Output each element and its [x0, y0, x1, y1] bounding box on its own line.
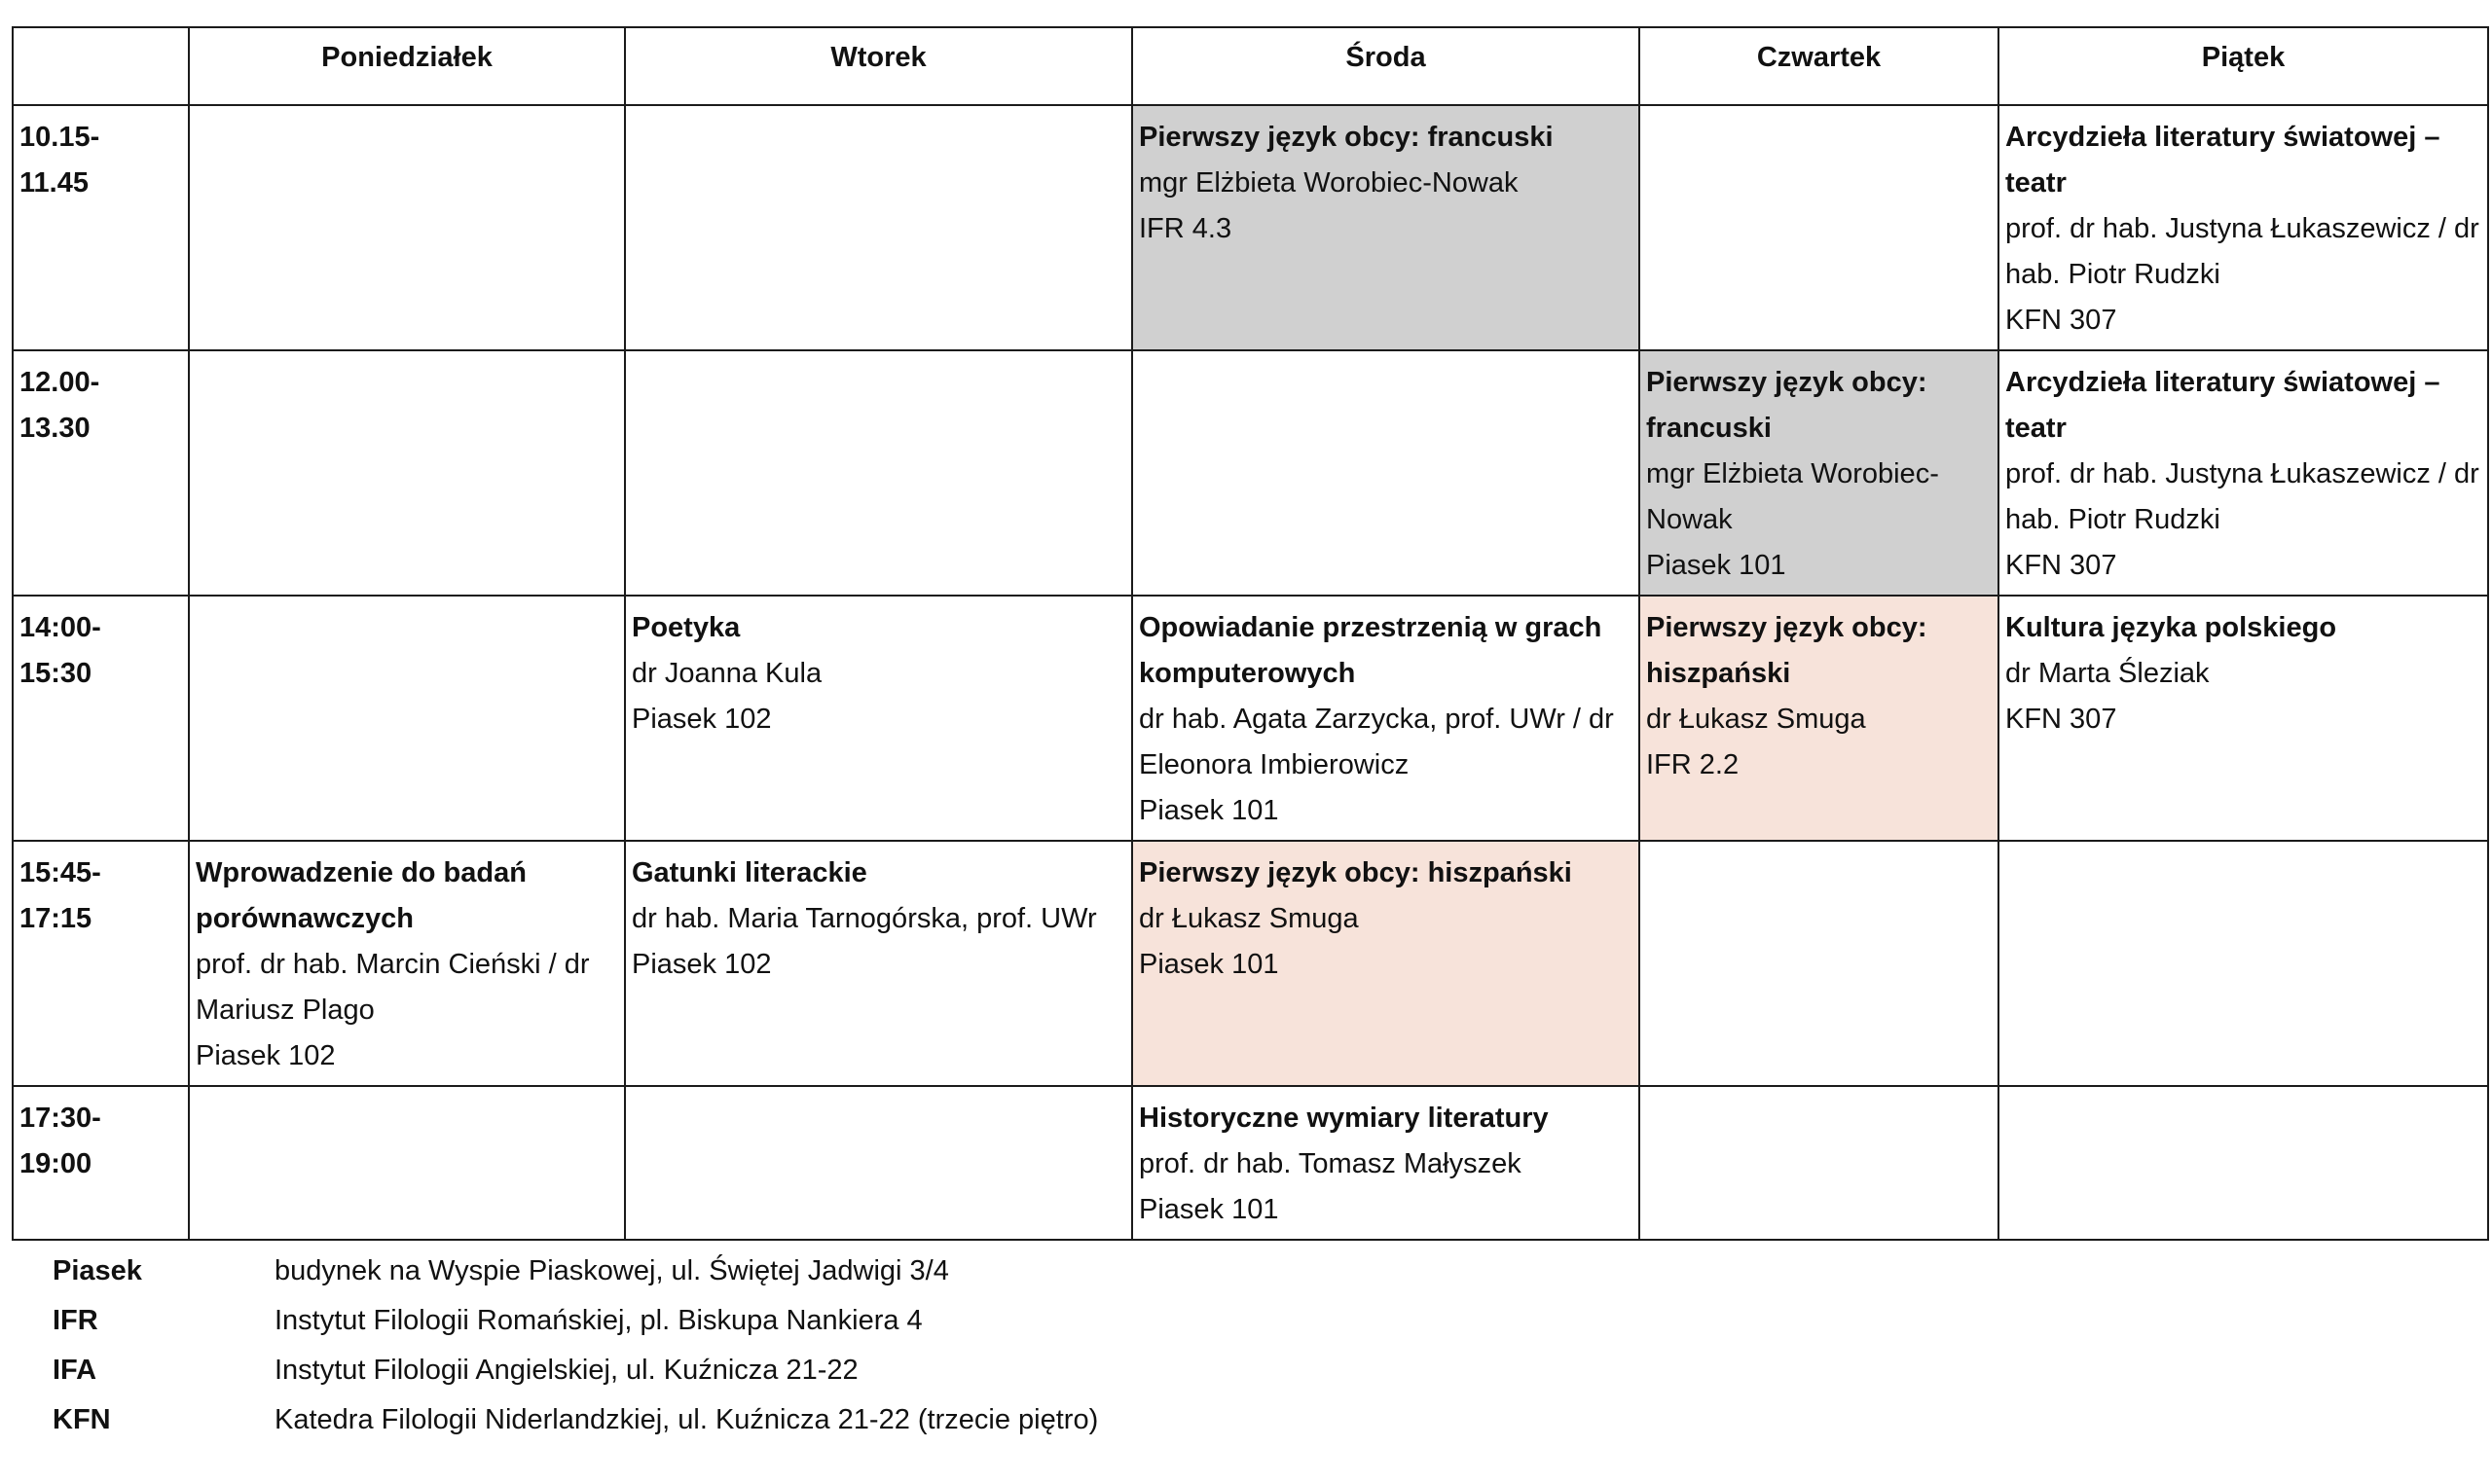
- class-entry: [1133, 106, 1638, 258]
- class-cell-thursday: [1639, 596, 1998, 841]
- class-entry: [1999, 597, 2487, 748]
- course-title: Arcydzieła literatury światowej – teatr: [2005, 367, 2440, 444]
- timetable-row: [13, 350, 2488, 596]
- timetable-row: [13, 105, 2488, 350]
- legend-desc: Katedra Filologii Niderlandzkiej, ul. Kuźnicza 21-22 (trzecie piętro): [275, 1404, 1099, 1435]
- day-header-monday: Poniedziałek: [189, 27, 625, 105]
- course-instructor: prof. dr hab. Justyna Łukaszewicz / dr hab. Piotr Rudzki: [2005, 458, 2479, 535]
- schedule-cell-tuesday: [625, 1086, 1132, 1240]
- time-slot-cell: [13, 105, 189, 350]
- time-slot-label: 12.00- 13.30: [19, 367, 100, 444]
- class-entry: [626, 842, 1131, 994]
- legend-abbr: IFR: [53, 1305, 98, 1336]
- time-slot-label: 10.15- 11.45: [19, 122, 100, 199]
- schedule-cell-friday: [1998, 841, 2488, 1086]
- class-cell-wednesday: [1132, 841, 1639, 1086]
- course-instructor: mgr Elżbieta Worobiec-Nowak: [1139, 167, 1519, 199]
- class-cell-wednesday: [1132, 1086, 1639, 1240]
- course-room: KFN 307: [2005, 550, 2117, 581]
- course-room: IFR 4.3: [1139, 213, 1232, 244]
- class-entry: [1640, 597, 1997, 794]
- course-room: KFN 307: [2005, 704, 2117, 735]
- class-cell-thursday: [1639, 350, 1998, 596]
- course-room: KFN 307: [2005, 305, 2117, 336]
- course-room: Piasek 101: [1139, 795, 1279, 826]
- course-instructor: dr Joanna Kula: [632, 658, 823, 689]
- course-room: Piasek 101: [1646, 550, 1786, 581]
- course-title: Gatunki literackie: [632, 857, 867, 888]
- time-slot-label: 17:30- 19:00: [19, 1103, 101, 1179]
- course-instructor: mgr Elżbieta Worobiec-Nowak: [1646, 458, 1939, 535]
- schedule-cell-wednesday: [1132, 350, 1639, 596]
- class-cell-friday: [1998, 105, 2488, 350]
- day-header-thursday: Czwartek: [1639, 27, 1998, 105]
- course-room: Piasek 102: [196, 1040, 336, 1071]
- course-title: Pierwszy język obcy: francuski: [1139, 122, 1554, 153]
- day-header-wednesday: Środa: [1132, 27, 1639, 105]
- header-row: [13, 27, 2488, 105]
- course-room: Piasek 102: [632, 704, 772, 735]
- class-cell-tuesday: [625, 596, 1132, 841]
- time-slot-cell: [13, 1086, 189, 1240]
- course-room: IFR 2.2: [1646, 749, 1740, 780]
- course-title: Historyczne wymiary literatury: [1139, 1103, 1549, 1134]
- course-title: Opowiadanie przestrzenią w grach komputerowych: [1139, 612, 1602, 689]
- header-corner: [13, 27, 189, 105]
- course-instructor: dr hab. Agata Zarzycka, prof. UWr / dr Eleonora Imbierowicz: [1139, 704, 1614, 780]
- course-instructor: prof. dr hab. Marcin Cieński / dr Mariusz Plago: [196, 949, 590, 1026]
- course-title: Wprowadzenie do badań porównawczych: [196, 857, 527, 934]
- course-instructor: prof. dr hab. Justyna Łukaszewicz / dr hab. Piotr Rudzki: [2005, 213, 2479, 290]
- time-slot-cell: [13, 596, 189, 841]
- schedule-cell-friday: [1998, 1086, 2488, 1240]
- timetable-row: [13, 596, 2488, 841]
- legend-abbr: Piasek: [53, 1255, 142, 1286]
- schedule-cell-tuesday: [625, 350, 1132, 596]
- class-cell-monday: [189, 841, 625, 1086]
- schedule-cell-monday: [189, 596, 625, 841]
- course-instructor: dr Marta Śleziak: [2005, 658, 2210, 689]
- class-cell-friday: [1998, 596, 2488, 841]
- class-entry: [1640, 351, 1997, 595]
- course-title: Pierwszy język obcy: hiszpański: [1139, 857, 1572, 888]
- legend-abbr: IFA: [53, 1355, 97, 1386]
- timetable-row: [13, 841, 2488, 1086]
- legend-desc: Instytut Filologii Angielskiej, ul. Kuźnicza 21-22: [275, 1355, 859, 1386]
- timetable: [12, 26, 2489, 1241]
- class-entry: [1999, 351, 2487, 595]
- schedule-cell-thursday: [1639, 1086, 1998, 1240]
- class-entry: [1133, 1087, 1638, 1239]
- legend-desc: budynek na Wyspie Piaskowej, ul. Świętej Jadwigi 3/4: [275, 1255, 949, 1286]
- class-entry: [1133, 842, 1638, 994]
- schedule-cell-monday: [189, 105, 625, 350]
- schedule-cell-thursday: [1639, 105, 1998, 350]
- course-title: Poetyka: [632, 612, 741, 643]
- course-instructor: dr hab. Maria Tarnogórska, prof. UWr: [632, 903, 1097, 934]
- schedule-cell-monday: [189, 1086, 625, 1240]
- class-entry: [1133, 597, 1638, 840]
- course-title: Kultura języka polskiego: [2005, 612, 2337, 643]
- schedule-cell-monday: [189, 350, 625, 596]
- class-cell-wednesday: [1132, 596, 1639, 841]
- class-cell-wednesday: [1132, 105, 1639, 350]
- course-instructor: dr Łukasz Smuga: [1139, 903, 1359, 934]
- course-room: Piasek 101: [1139, 1194, 1279, 1225]
- legend-desc: Instytut Filologii Romańskiej, pl. Biskupa Nankiera 4: [275, 1305, 923, 1336]
- course-instructor: dr Łukasz Smuga: [1646, 704, 1866, 735]
- day-header-tuesday: Wtorek: [625, 27, 1132, 105]
- class-cell-tuesday: [625, 841, 1132, 1086]
- class-entry: [190, 842, 624, 1085]
- class-entry: [1999, 106, 2487, 349]
- course-instructor: prof. dr hab. Tomasz Małyszek: [1139, 1148, 1521, 1179]
- class-entry: [626, 597, 1131, 748]
- schedule-cell-tuesday: [625, 105, 1132, 350]
- schedule-cell-thursday: [1639, 841, 1998, 1086]
- timetable-row: [13, 1086, 2488, 1240]
- legend-abbr: KFN: [53, 1404, 111, 1435]
- time-slot-label: 15:45- 17:15: [19, 857, 101, 934]
- time-slot-cell: [13, 841, 189, 1086]
- course-title: Pierwszy język obcy: hiszpański: [1646, 612, 1927, 689]
- day-header-friday: Piątek: [1998, 27, 2488, 105]
- time-slot-label: 14:00- 15:30: [19, 612, 101, 689]
- class-cell-friday: [1998, 350, 2488, 596]
- course-title: Pierwszy język obcy: francuski: [1646, 367, 1927, 444]
- time-slot-cell: [13, 350, 189, 596]
- course-title: Arcydzieła literatury światowej – teatr: [2005, 122, 2440, 199]
- course-room: Piasek 102: [632, 949, 772, 980]
- course-room: Piasek 101: [1139, 949, 1279, 980]
